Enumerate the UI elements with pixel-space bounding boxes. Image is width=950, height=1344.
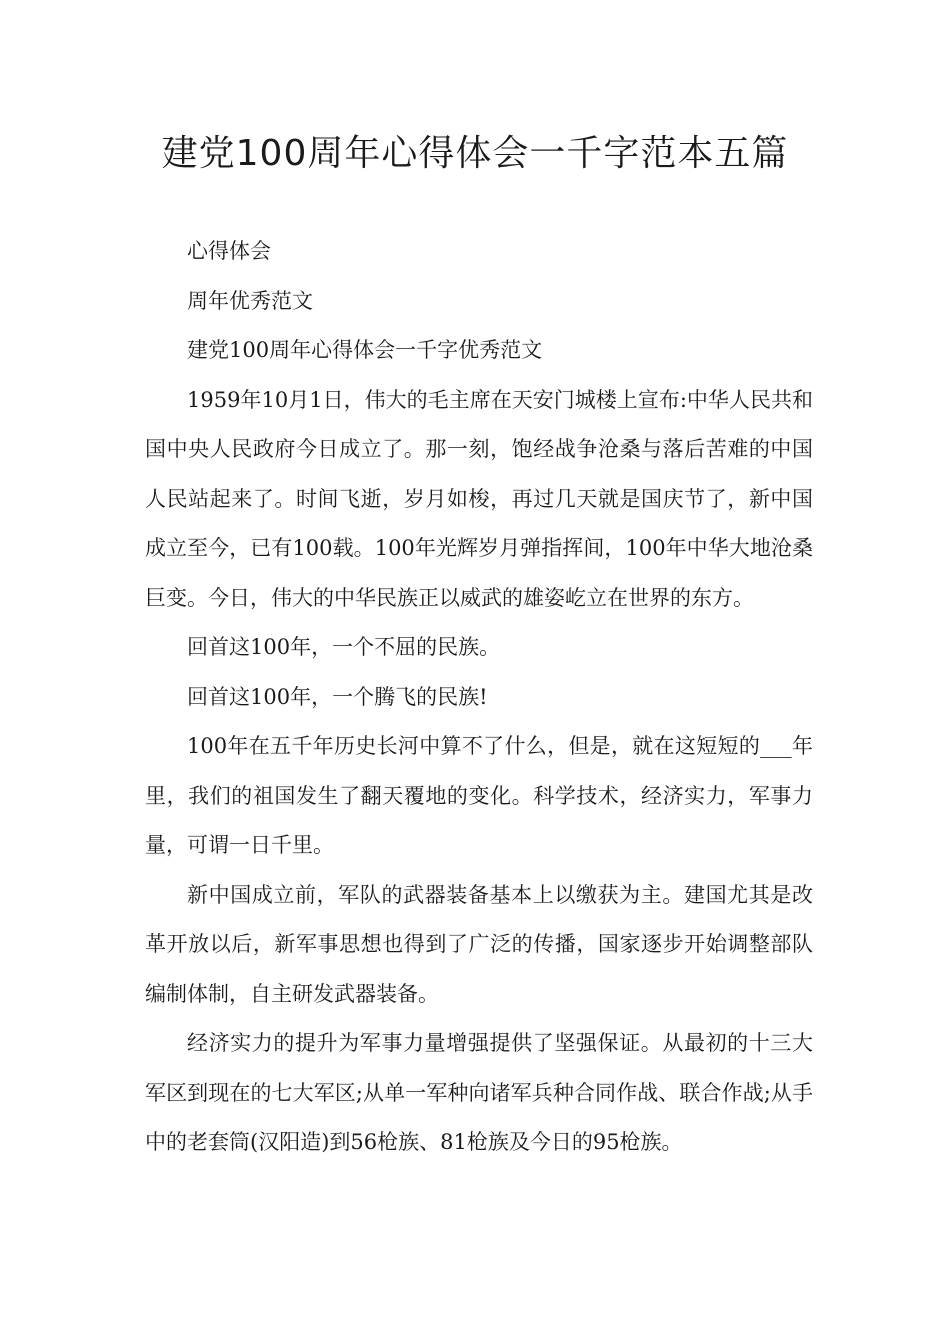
paragraph-founding: 1959年10月1日，伟大的毛主席在天安门城楼上宣布:中华人民共和国中央人民政府今日成立了。那一刻，饱经战争沧桑与落后苦难的中国人民站起来了。时间飞逝，岁月如梭，再过几天就是国庆节了，新中国成立至今，已有100载。100年光辉岁月弹指挥间，100年中华大地沧桑巨变。今日，伟大的中华民族正以威武的雄姿屹立在世界的东方。 xyxy=(145,387,813,610)
paragraph-military: 新中国成立前，军队的武器装备基本上以缴获为主。建国尤其是改革开放以后，新军事思想也得到了广泛的传播，国家逐步开始调整部队编制体制，自主研发武器装备。 xyxy=(145,882,813,1006)
document-body xyxy=(145,227,813,1168)
paragraph-soaring: 回首这100年，一个腾飞的民族! xyxy=(187,684,488,709)
paragraph-economy: 经济实力的提升为军事力量增强提供了坚强保证。从最初的十三大军区到现在的七大军区;从单一军种向诸军兵种合同作战、联合作战;从手中的老套筒(汉阳造)到56枪族、81枪族及今日的95枪族。 xyxy=(145,1031,813,1154)
paragraph-heading-1: 心得体会 xyxy=(187,239,271,263)
paragraph-heading-2: 周年优秀范文 xyxy=(187,288,313,313)
paragraph-changes: 100年在五千年历史长河中算不了什么，但是，就在这短短的___年里，我们的祖国发生了翻天覆地的变化。科学技术，经济实力，军事力量，可谓一日千里。 xyxy=(145,734,813,857)
paragraph-heading-3: 建党100周年心得体会一千字优秀范文 xyxy=(187,338,543,362)
document-title: 建党100周年心得体会一千字范本五篇 xyxy=(161,133,789,174)
paragraph-unyielding: 回首这100年，一个不屈的民族。 xyxy=(187,635,501,659)
